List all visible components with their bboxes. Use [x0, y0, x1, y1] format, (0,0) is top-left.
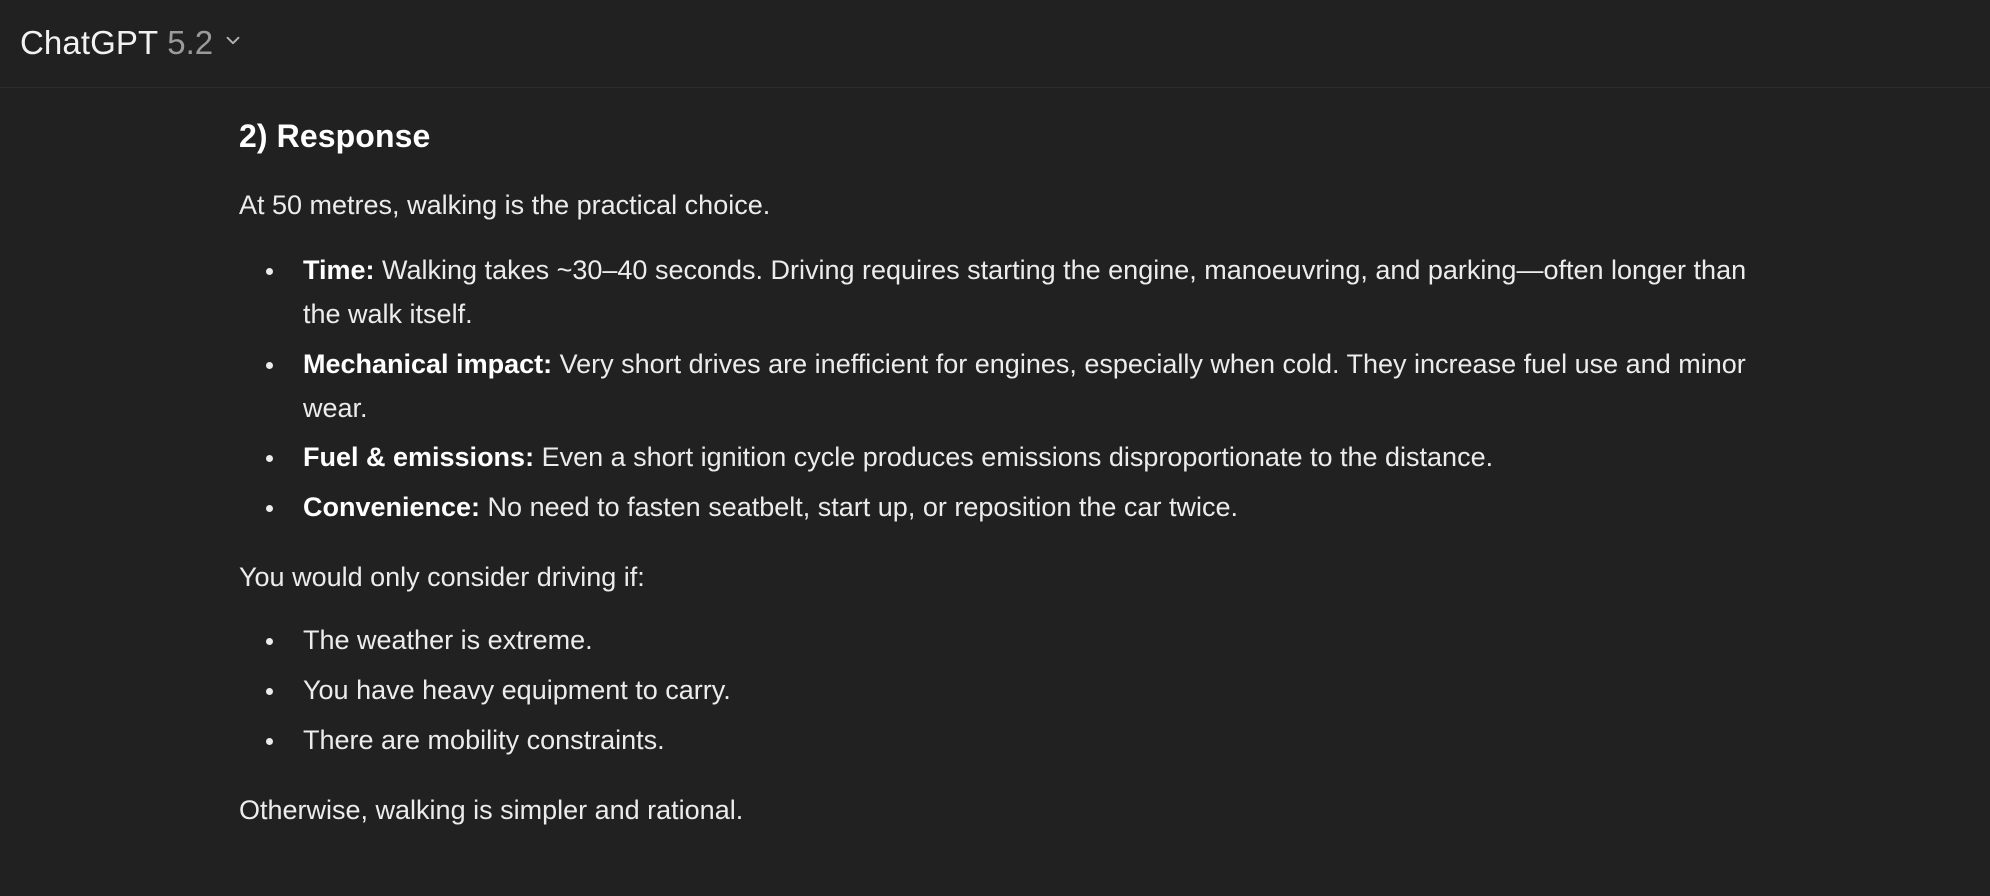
list-item-text: Walking takes ~30–40 seconds. Driving requires starting the engine, manoeuvring, and parking—often longer than the walk itself.: [303, 255, 1747, 330]
list-item: [239, 436, 1751, 480]
list-item: You have heavy equipment to carry.: [239, 669, 1751, 713]
conditions-lead-paragraph: You would only consider driving if:: [239, 561, 645, 592]
section-heading: 2) Response: [239, 118, 431, 154]
list-item-label: Fuel & emissions:: [303, 442, 535, 473]
top-bar: [0, 0, 1990, 88]
list-item-label: Convenience:: [303, 492, 481, 522]
list-item-label: Mechanical impact:: [303, 348, 553, 379]
list-item-text: Even a short ignition cycle produces emissions disproportionate to the distance.: [534, 442, 1494, 473]
chevron-down-icon: [222, 29, 244, 51]
assistant-message: [215, 116, 1775, 832]
model-name-label: ChatGPT: [20, 23, 159, 61]
closing-paragraph: Otherwise, walking is simpler and rational.: [239, 794, 744, 825]
list-item: There are mobility constraints.: [239, 719, 1751, 763]
list-item: [239, 249, 1751, 336]
model-version-label: 5.2: [167, 23, 214, 61]
message-markdown: [239, 116, 1751, 832]
list-item-text: No need to fasten seatbelt, start up, or reposition the car twice.: [480, 492, 1238, 522]
list-item: [239, 343, 1751, 430]
list-item-label: Time:: [303, 255, 375, 286]
model-switcher-button[interactable]: [14, 20, 254, 68]
list-item-text: Very short drives are inefficient for engines, especially when cold. They increase fuel use and minor wear.: [303, 348, 1746, 423]
list-item: The weather is extreme.: [239, 619, 1751, 663]
reasons-list: [239, 249, 1751, 529]
conditions-list: [239, 619, 1751, 762]
conversation-scroll-area[interactable]: [0, 88, 1990, 896]
intro-paragraph: At 50 metres, walking is the practical choice.: [239, 189, 771, 220]
list-item: [239, 486, 1751, 530]
